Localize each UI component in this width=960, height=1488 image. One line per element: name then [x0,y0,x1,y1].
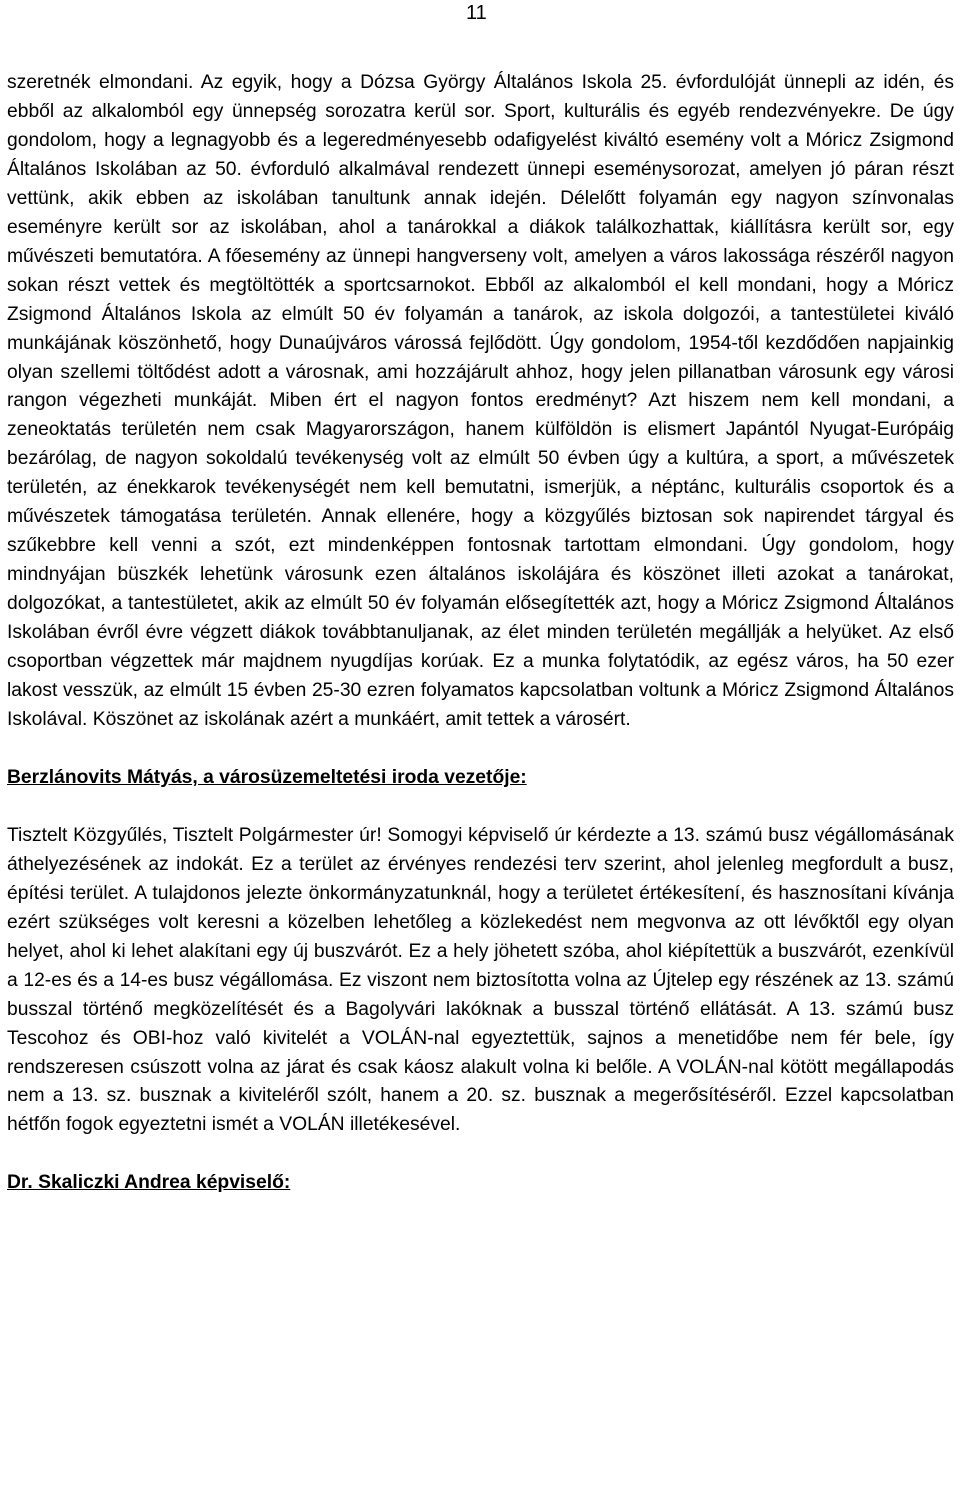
paragraph-gap [7,735,954,764]
page-number: 11 [466,2,487,24]
speaker-heading-skaliczki: Dr. Skaliczki Andrea képviselő: [7,1172,291,1194]
document-body [7,69,954,1198]
paragraph-school-anniversary: szeretnék elmondani. Az egyik, hogy a Dózsa György Általános Iskola 25. évfordulóját ünnepli az idén, és ebből az alkalomból egy ünnepség sorozatra kerül sor. Sport, kulturális és egyéb rendezvényekre. De úgy gondolom, hogy a legnagyobb és a legeredményesebb odafigyelést kiváltó esemény volt a Móricz Zsigmond Általános Iskolában az 50. évforduló alkalmával rendezett ünnepi eseménysorozat, amelyen jó páran részt vettünk, akik ebben az iskolában tanultunk annak idején. Délelőtt folyamán egy nagyon színvonalas eseményre került sor az iskolában, ahol a tanárokkal a diákok találkozhattak, kiállításra került sor, egy művészeti bemutatóra. A főesemény az ünnepi hangverseny volt, amelyen a város lakossága részéről nagyon sokan részt vettek és megtöltötték a sportcsarnokot. Ebből az alkalomból el kell mondani, hogy a Móricz Zsigmond Általános Iskola az elmúlt 50 év folyamán a tanárok, az iskola dolgozói, a tantestületei kiváló munkájának köszönhető, hogy Dunaújváros várossá fejlődött. Úgy gondolom, 1954-től kezdődően napjainkig olyan szellemi töltődést adott a városnak, ami hozzájárult ahhoz, hogy jelen pillanatban városunk egy városi rangon végezheti munkáját. Miben ért el nagyon fontos eredményt? Azt hiszem nem kell mondani, a zeneoktatás területén nem csak Magyarországon, hanem külföldön is elismert Japántól Nyugat-Európáig bezárólag, de nagyon sokoldalú tevékenység volt az elmúlt 50 évben úgy a kultúra, a sport, a művészetek területén, az énekkarok tevékenységét nem kell bemutatni, ismerjük, a néptánc, kulturális csoportok és a művészetek támogatása területén. Annak ellenére, hogy a közgyűlés biztosan sok napirendet tárgyal és szűkebbre kell venni a szót, ezt mindenképpen fontosnak tartottam elmondani. Úgy gondolom, hogy mindnyájan büszkék lehetünk városunk ezen általános iskolájára és köszönet illeti azokat a tanárokat, dolgozókat, a tantestületet, akik az elmúlt 50 év folyamán elősegítették azt, hogy a Móricz Zsigmond Általános Iskolában évről évre végzett diákok továbbtanuljanak, az élet minden területén megállják a helyüket. Az első csoportban végzettek már majdnem nyugdíjas korúak. Ez a munka folytatódik, az egész város, ha 50 ezer lakost vesszük, az elmúlt 15 évben 25-30 ezren folyamatos kapcsolatban voltunk a Móricz Zsigmond Általános Iskolával. Köszönet az iskolának azért a munkáért, amit tettek a városért. [7,72,954,730]
speaker-heading-berzlanovits: Berzlánovits Mátyás, a városüzemeltetési iroda vezetője: [7,766,527,788]
paragraph-bus-terminal: Tisztelt Közgyűlés, Tisztelt Polgármester úr! Somogyi képviselő úr kérdezte a 13. számú busz végállomásának áthelyezésének az indokát. Ez a terület az érvényes rendezési terv szerint, ahol jelenleg megfordult a busz, építési terület. A tulajdonos jelezte önkormányzatunknál, hogy a területet értékesítení, és hasznosítani kívánja ezért szükséges volt keresni a közelben lehetőleg a közlekedést nem megvonva az ott lévőktől egy olyan helyet, ahol ki lehet alakítani egy új buszvárót. Ez a hely jöhetett szóba, ahol kiépítettük a buszvárót, ezenkívül a 12-es és a 14-es busz végállomása. Ez viszont nem biztosította volna az Újtelep egy részének az 13. számú busszal történő megközelítését és a Bagolyvári lakóknak a busszal történő ellátását. A 13. számú busz Tescohoz és OBI-hoz való kivitelét a VOLÁN-nal egyeztettük, sajnos a menetidőbe nem fér bele, így rendszeresen csúszott volna az járat és csak káosz alakult volna ki belőle. A VOLÁN-nal kötött megállapodás nem a 13. sz. busznak a kiviteléről szólt, hanem a 20. sz. busznak a megerősítéséről. Ezzel kapcsolatban hétfőn fogok egyeztetni ismét a VOLÁN illetékesével. [7,824,954,1136]
paragraph-gap [7,793,954,822]
paragraph-gap [7,1140,954,1169]
